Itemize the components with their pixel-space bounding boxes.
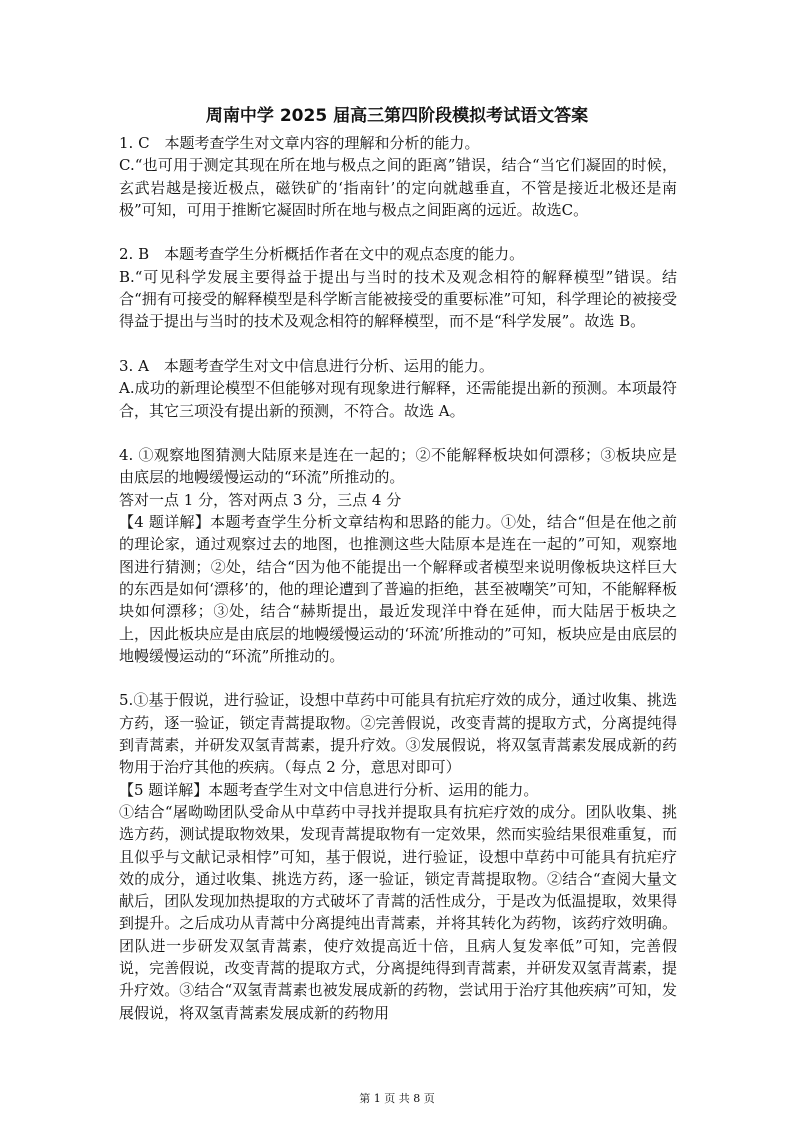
answer-3-explanation: A.成功的新理论模型不但能够对现有现象进行解释，还需能提出新的预测。本项最符合，其它三项没有提出新的预测，不符合。故选 A。 <box>119 379 677 420</box>
answer-4-key-points: 4. ①观察地图猜测大陆原来是连在一起的；②不能解释板块如何漂移；③板块应是由底层的地幔缓慢运动的“环流”所推动的。 <box>119 446 677 487</box>
answer-content <box>119 132 677 1024</box>
answer-4-detail: 【4 题详解】本题考查学生分析文章结构和思路的能力。①处，结合“但是在他之前的理论家，通过观察过去的地图，也推测这些大陆原本是连在一起的”可知，观察地图进行猜测；②处，结合“因为他不能提出一个解释或者模型来说明像板块这样巨大的东西是如何‘漂移’的，他的理论遭到了普遍的拒绝，甚至被嘲笑”可知，不能解释板块如何漂移；③处，结合“赫斯提出，最近发现洋中脊在延伸，而大陆居于板块之上，因此板块应是由底层的地幔缓慢运动的‘环流’所推动的”可知，板块应是由底层的地幔缓慢运动的“环流”所推动的。 <box>119 513 677 665</box>
answer-1 <box>119 132 677 221</box>
document-title: 周南中学 2025 届高三第四阶段模拟考试语文答案 <box>205 106 589 126</box>
section-spacer <box>119 221 677 243</box>
section-spacer <box>119 667 677 689</box>
answer-4-scoring: 答对一点 1 分，答对两点 3 分，三点 4 分 <box>119 490 402 509</box>
answer-5 <box>119 689 677 1023</box>
section-spacer <box>119 422 677 444</box>
answer-2-explanation: B.“可见科学发展主要得益于提出与当时的技术及观念相符的解释模型”错误。结合“拥有可接受的解释模型是科学断言能被接受的重要标准”可知，科学理论的被接受得益于提出与当时的技术及观念相符的解释模型，而不是“科学发展”。故选 B。 <box>119 267 677 331</box>
answer-5-key-points: 5.①基于假说，进行验证，设想中草药中可能具有抗疟疗效的成分，通过收集、挑选方药，逐一验证，锁定青蒿提取物。②完善假说，改变青蒿的提取方式，分离提纯得到青蒿素，并研发双氢青蒿素，提升疗效。③发展假说，将双氢青蒿素发展成新的药物用于治疗其他的疾病。（每点 2 分，意思对即可） <box>119 691 677 777</box>
answer-3-heading: 3. A 本题考查学生对文中信息进行分析、运用的能力。 <box>119 356 494 375</box>
answer-3 <box>119 355 677 422</box>
page-number: 第 1 页 共 8 页 <box>359 1092 435 1105</box>
answer-1-explanation: C.“也可用于测定其现在所在地与极点之间的距离”错误，结合“当它们凝固的时候，玄武岩越是接近极点，磁铁矿的‘指南针’的定向就越垂直，不管是接近北极还是南极”可知，可用于推断它凝固时所在地与极点之间距离的远近。故选C。 <box>119 156 677 219</box>
answer-2-heading: 2. B 本题考查学生分析概括作者在文中的观点态度的能力。 <box>119 245 525 264</box>
answer-2 <box>119 243 677 332</box>
answer-5-detail: ①结合“屠呦呦团队受命从中草药中寻找并提取具有抗疟疗效的成分。团队收集、挑选方药，测试提取物效果，发现青蒿提取物有一定效果，然而实验结果很难重复，而且似乎与文献记录相悖”可知，基于假说，进行验证，设想中草药中可能具有抗疟疗效的成分，通过收集、挑选方药，逐一验证，锁定青蒿提取物。②结合“查阅大量文献后，团队发现加热提取的方式破坏了青蒿的活性成分，于是改为低温提取，效果得到提升。之后成功从青蒿中分离提纯出青蒿素，并将其转化为药物，该药疗效明确。团队进一步研发双氢青蒿素，使疗效提高近十倍，且病人复发率低”可知，完善假说，完善假说，改变青蒿的提取方式，分离提纯得到青蒿素，并研发双氢青蒿素，提升疗效。③结合“双氢青蒿素也被发展成新的药物，尝试用于治疗其他疾病”可知，发展假说，将双氢青蒿素发展成新的药物用 <box>119 802 677 1022</box>
section-spacer <box>119 333 677 355</box>
answer-1-heading: 1. C 本题考查学生对文章内容的理解和分析的能力。 <box>119 134 480 152</box>
answer-5-detail-heading: 【5 题详解】本题考查学生对文中信息进行分析、运用的能力。 <box>119 780 539 799</box>
answer-4 <box>119 444 677 667</box>
